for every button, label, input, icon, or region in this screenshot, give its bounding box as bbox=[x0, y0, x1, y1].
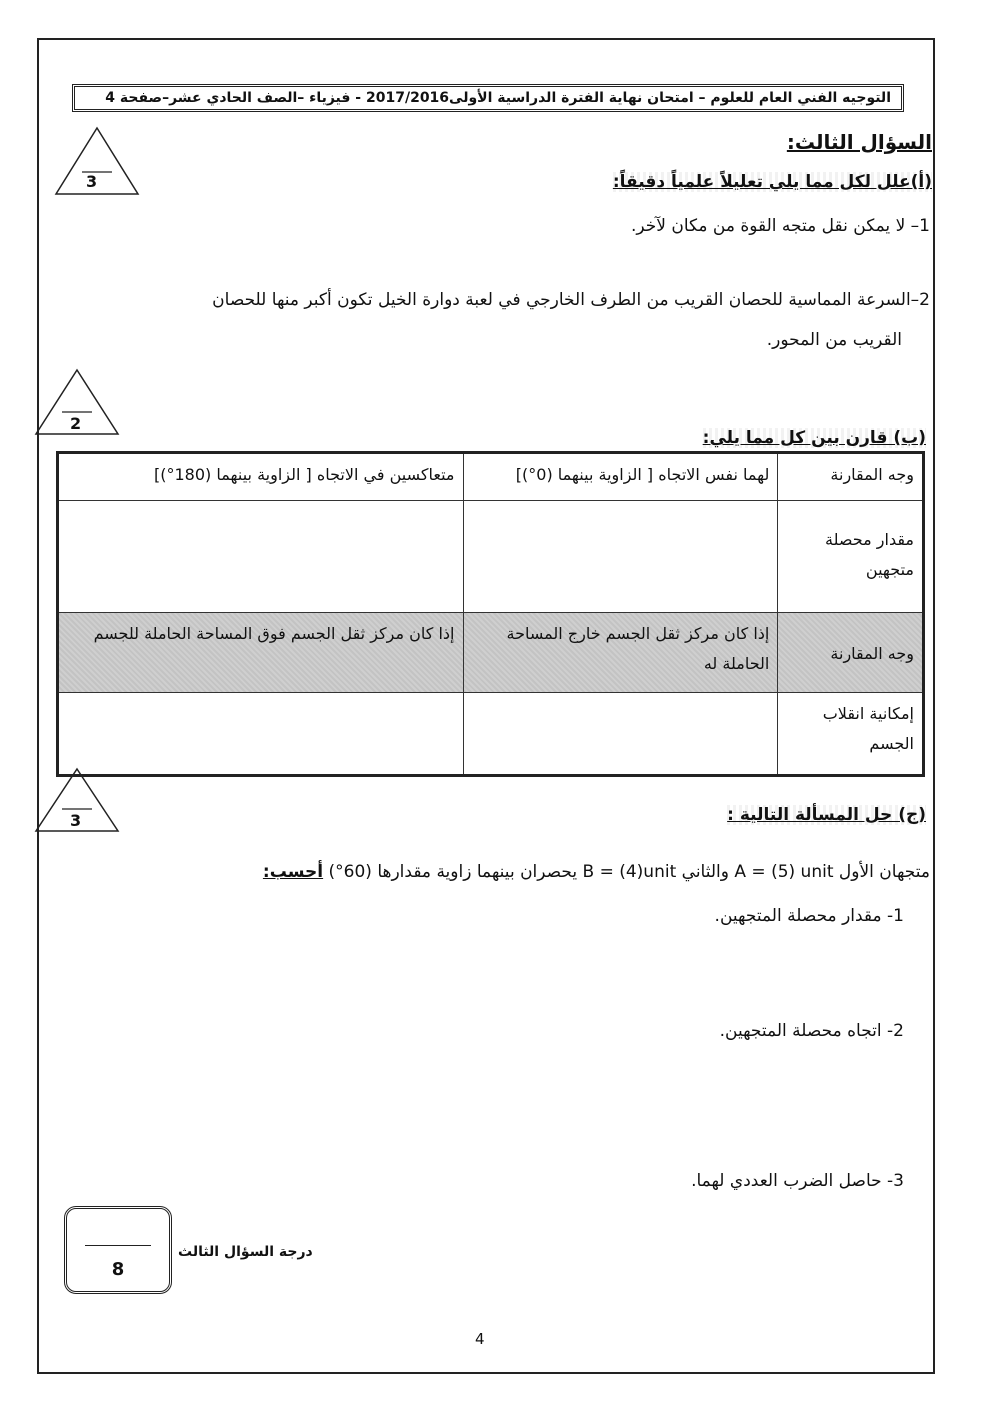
part-a-item-2-cont: القريب من المحور. bbox=[766, 330, 902, 350]
score-a: 3 bbox=[86, 172, 98, 191]
table-header-same-direction: لهما نفس الاتجاه [ الزاوية بينهما (0°)] bbox=[463, 453, 778, 501]
score-line bbox=[85, 1245, 151, 1246]
part-a-item-1: 1– لا يمكن نقل متجه القوة من مكان لآخر. bbox=[630, 216, 930, 236]
question-title: السؤال الثالث: bbox=[786, 130, 932, 154]
problem-statement bbox=[263, 862, 930, 882]
part-a-heading: (أ)علل لكل مما يلي تعليلاً علمياً دقيقاً: bbox=[612, 172, 932, 192]
table-row-label: وجه المقارنة bbox=[778, 613, 924, 693]
part-c-item-2: 2- اتجاه محصلة المتجهين. bbox=[719, 1021, 904, 1041]
part-c-heading: (ج) حل المسألة التالية : bbox=[727, 805, 926, 825]
part-c-item-1: 1- مقدار محصلة المتجهين. bbox=[714, 906, 904, 926]
page-number: 4 bbox=[475, 1330, 485, 1348]
table-answer-cell[interactable] bbox=[463, 501, 778, 613]
comparison-table bbox=[56, 451, 925, 777]
table-header-opposite-direction: متعاكسين في الاتجاه [ الزاوية بينهما (180°)] bbox=[58, 453, 464, 501]
part-a-item-2: 2–السرعة المماسية للحصان القريب من الطرف الخارجي في لعبة دوارة الخيل تكون أكبر منها للحصان bbox=[212, 290, 930, 310]
page-header: التوجيه الفني العام للعلوم – امتحان نهاية الفترة الدراسية الأولى2017/2016 - فيزياء –الصف الحادي عشر–صفحة 4 bbox=[72, 84, 904, 112]
table-answer-cell[interactable] bbox=[58, 501, 464, 613]
total-score-box bbox=[64, 1206, 172, 1294]
part-b-heading: (ب) قارن بين كل مما يلي: bbox=[702, 428, 926, 448]
part-c-item-3: 3- حاصل الضرب العددي لهما. bbox=[691, 1171, 904, 1191]
score-b: 2 bbox=[70, 414, 82, 433]
compute-label: أحسب: bbox=[262, 862, 324, 882]
score-c: 3 bbox=[70, 811, 82, 830]
table-row-label: مقدار محصلة متجهين bbox=[778, 501, 924, 613]
problem-text: متجهان الأول A = (5) unit والثاني B = (4)unit يحصران بينهما زاوية مقدارها (60°) bbox=[328, 862, 930, 882]
table-answer-cell[interactable] bbox=[58, 693, 464, 776]
total-score: 8 bbox=[111, 1259, 125, 1280]
table-row-label: إمكانية انقلاب الجسم bbox=[778, 693, 924, 776]
table-condition-cell: إذا كان مركز ثقل الجسم فوق المساحة الحاملة للجسم bbox=[58, 613, 464, 693]
table-header-aspect: وجه المقارنة bbox=[778, 453, 924, 501]
table-answer-cell[interactable] bbox=[463, 693, 778, 776]
table-condition-cell: إذا كان مركز ثقل الجسم خارج المساحة الحاملة له bbox=[463, 613, 778, 693]
total-score-label: درجة السؤال الثالث bbox=[178, 1244, 313, 1260]
